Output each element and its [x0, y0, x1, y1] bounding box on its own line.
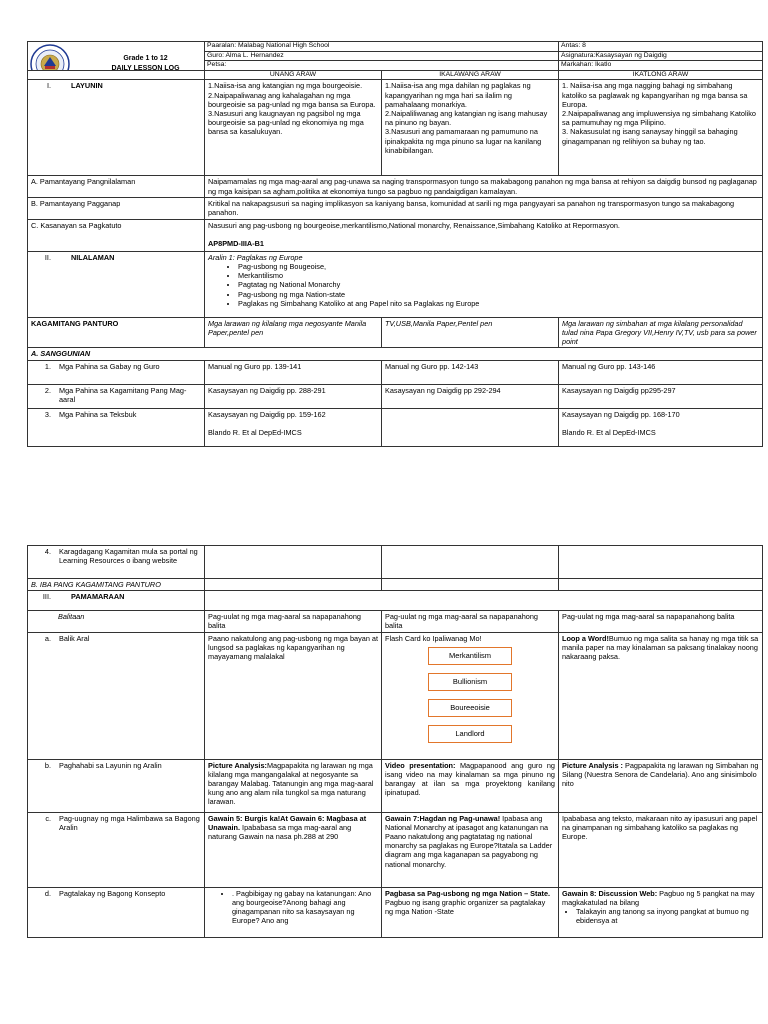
competency-code: AP8PMD-IIIA-B1	[208, 238, 264, 248]
iba-pang-day1	[205, 579, 382, 591]
sanggunian-row2-label: 2. Mga Pahina sa Kagamitang Pang Mag-aaral	[28, 384, 205, 408]
sanggunian-row3-day1: Kasaysayan ng Daigdig pp. 159-162 Blando R. Et al DepEd-IMCS	[205, 408, 382, 446]
nilalaman-label: II. NILALAMAN	[28, 251, 205, 317]
layunin-day2: 1.Naiisa-isa ang mga dahilan ng paglakas ng kapangyarihan ng mga hari sa ilalim ng pamahalaang monarkiya. 2.Naipaliliwanag ang katangian ng isang mahusay na pinuno ng bayan. 3.Nasusuri ang pamamaraan ng pamumuno na ipinakpakita ng mga pinuno sa lugar na kanilang kinabibilangan.	[382, 80, 559, 176]
balitaan-day3: Pag-uulat ng mga mag-aaral sa napapanahong balita	[559, 611, 763, 632]
grade-label: Grade 1 to 12	[123, 55, 168, 62]
balik-aral-day3: Loop a Word!Bumuo ng mga salita sa hanay ng mga titik sa manila paper na may kinalaman sa paksang tinalakay noong nakaraang paksa.	[559, 632, 763, 759]
pagtalakay-label: d. Pagtalakay ng Bagong Konsepto	[28, 887, 205, 937]
kagamitan-day2: TV,USB,Manila Paper,Pentel pen	[382, 317, 559, 348]
pagtalakay-day3: Gawain 8: Discussion Web: Pagbuo ng 5 pangkat na may magkakatulad na bilang • Talakayin ang tanong sa inyong pangkat at bumuo ng ebidensya at	[559, 887, 763, 937]
asignatura-field: Asignatura:Kasaysayan ng Daigdig	[559, 51, 763, 61]
sanggunian-row3-label: 3. Mga Pahina sa Teksbuk	[28, 408, 205, 446]
layunin-day3: 1. Naiisa-isa ang mga nagging bahagi ng simbahang katoliko sa paglawak ng kapangyarihan ng mga bansa sa Europa. 2.Naipapaliwanag ang impluwensiya ng simbahang Katoliko sa pamumuhay ng mga Pilipino. 3. Nakasusulat ng isang sanaysay hinggil sa bahaging ginagampanan ng relihiyon sa buhay ng tao.	[559, 80, 763, 176]
sanggunian-row2-day1: Kasaysayan ng Daigdig pp. 288-291	[205, 384, 382, 408]
sanggunian-row1-day2: Manual ng Guro pp. 142-143	[382, 360, 559, 384]
pamamaraan-label: III. PAMAMARAAN	[28, 591, 205, 611]
balitaan-day1: Pag-uulat ng mga mag-aaral sa napapanahong balita	[205, 611, 382, 632]
paghahabi-day3: Picture Analysis : Pagpapakita ng larawan ng Simbahan ng Silang (Nuestra Senora de Candelaria). Ano ang sinisimbolo nito	[559, 759, 763, 812]
lesson-log-table-page1	[27, 41, 763, 447]
antas-field: Antas: 8	[559, 42, 763, 52]
kasanayan-cell	[205, 219, 763, 251]
layunin-day1: 1.Naiisa-isa ang katangian ng mga bourgeoisie. 2.Naipapaliwanag ang kahalagahan ng mga bourgeoisie sa pag-unlad ng mga bansa sa Europa. 3.Nasusuri ang kaugnayan ng pagsibol ng mga bourgeoisie sa pag-unlad ng ekonomiya ng mga bansa sa kasalukuyan.	[205, 80, 382, 176]
day3-header: IKATLONG ARAW	[559, 70, 763, 80]
iba-pang-label: B. IBA PANG KAGAMITANG PANTURO	[28, 579, 205, 591]
flashcard: Bullionism	[428, 673, 512, 691]
balik-aral-label: a. Balik Aral	[28, 632, 205, 759]
pag-uugnay-label: c. Pag-uugnay ng mga Halimbawa sa Bagong Aralin	[28, 812, 205, 887]
list-item: • Talakayin ang tanong sa inyong pangkat at bumuo ng ebidensya at	[576, 907, 759, 925]
kagamitan-day1: Mga larawan ng kilalang mga negosyante Manila Paper,pentel pen	[205, 317, 382, 348]
sanggunian-row1-day3: Manual ng Guro pp. 143-146	[559, 360, 763, 384]
flashcard: Landlord	[428, 725, 512, 743]
pagtalakay-day2: Pagbasa sa Pag-usbong ng mga Nation – State. Pagbuo ng isang graphic organizer sa pagtalakay ng mga Nation -State	[382, 887, 559, 937]
flashcard: Boureeoisie	[428, 699, 512, 717]
pagganap-text: Kritikal na nakapagsusuri sa naging implikasyon sa kaniyang bansa, komunidad at sarili ng mga pangyayari sa panahon ng transpormasyon tungo sa makabagong panahon.	[205, 197, 763, 219]
day-header-spacer	[28, 70, 205, 80]
karagdagan-day1	[205, 546, 382, 579]
markahan-field: Markahan: Ikatlo	[559, 61, 763, 71]
list-item: • Paglakas ng Simbahang Katoliko at ang Papel nito sa Paglakas ng Europe	[238, 299, 759, 308]
pag-uugnay-day1: Gawain 5: Burgis ka!At Gawain 6: Magbasa at Unawain. Ipababasa sa mga mag-aaral ang naturang Gawain na nasa ph.288 at 290	[205, 812, 382, 887]
sanggunian-row2-day2: Kasaysayan ng Daigdig pp 292-294	[382, 384, 559, 408]
pangnilalaman-text: Naipamamalas ng mga mag-aaral ang pag-unawa sa naging transpormasyon tungo sa makabagong panahon ng mga bansa at rehiyon sa daigdig bunsod ng paglaganap ng mga kaisipan sa agham,politika at ekonomiya tungo sa pagbuo ng pandaigdigan kamalayan.	[205, 176, 763, 197]
karagdagan-day3	[559, 546, 763, 579]
deped-seal-icon	[30, 44, 70, 70]
dll-title: DAILY LESSON LOG	[111, 65, 180, 71]
pagganap-label: B. Pamantayang Pagganap	[28, 197, 205, 219]
list-item: • Pagtatag ng National Monarchy	[238, 280, 759, 289]
sanggunian-row2-day3: Kasaysayan ng Daigdig pp295-297	[559, 384, 763, 408]
sanggunian-row1-day1: Manual ng Guro pp. 139-141	[205, 360, 382, 384]
header-logo-cell	[28, 42, 205, 71]
guro-field: Guro: Alma L. Hernandez	[205, 51, 559, 61]
iba-pang-day3	[559, 579, 763, 591]
paghahabi-day1: Picture Analysis:Magpapakita ng larawan ng mga kilalang mga mangangalakal at negosyante sa barangay Malabag. Tatanungin ang mga mag-aaral kung ano ang alam nila tungkol sa mga naturang larawan.	[205, 759, 382, 812]
karagdagan-label: 4. Karagdagang Kagamitan mula sa portal ng Learning Resources o ibang website	[28, 546, 205, 579]
aralin-title: Aralin 1: Paglakas ng Europe	[208, 252, 303, 262]
paghahabi-label: b. Paghahabi sa Layunin ng Aralin	[28, 759, 205, 812]
kasanayan-text: Nasusuri ang pag-usbong ng bourgeoise,merkantilismo,National monarchy, Renaissance,Simbahang Katoliko at Repormasyon.	[208, 220, 620, 230]
list-item: • Pag-usbong ng Bougeoise,	[238, 262, 759, 271]
sanggunian-label: A. SANGGUNIAN	[28, 348, 763, 360]
nilalaman-list	[208, 262, 759, 308]
pag-uugnay-day3: Ipababasa ang teksto, makaraan nito ay ipasusuri ang papel na ginampanan ng simbahang katoliko sa paglakas ng Europe.	[559, 812, 763, 887]
balitaan-day2: Pag-uulat ng mga mag-aaral sa napapanahong balita	[382, 611, 559, 632]
flashcard-title: Flash Card ko Ipaliwanag Mo!	[385, 633, 482, 643]
list-item: • . Pagbibigay ng gabay na katanungan: Ano ang bourgeoise?Anong bahagi ang ginagampanan nito sa kasaysayan ng Europe? Ano ang	[232, 889, 378, 926]
pamamaraan-blank	[205, 591, 763, 611]
sanggunian-row1-label: 1. Mga Pahina sa Gabay ng Guro	[28, 360, 205, 384]
pagtalakay-day1	[205, 887, 382, 937]
day2-header: IKALAWANG ARAW	[382, 70, 559, 80]
balitaan-label: Balitaan	[28, 611, 205, 632]
iba-pang-day2	[382, 579, 559, 591]
pag-uugnay-day2: Gawain 7:Hagdan ng Pag-unawa! Ipabasa ang National Monarchy at ipasagot ang katanungan na Paano nakatulong ang pagtatatag ng national monarchy sa paglakas ng Europe?Itatala sa Ladder diagram ang mga kaganapan sa pagyabong ng national monarchy.	[382, 812, 559, 887]
lesson-log-table-page2	[27, 545, 763, 938]
petsa-field: Petsa:	[205, 61, 559, 71]
pangnilalaman-label: A. Pamantayang Pangnilalaman	[28, 176, 205, 197]
paaralan-field: Paaralan: Malabag National High School	[205, 42, 559, 52]
sanggunian-row3-day2	[382, 408, 559, 446]
paghahabi-day2: Video presentation: Magpapanood ang guro ng isang video na may kinalaman sa mga pinuno ng barangay at ilan sa mga proyektong kanilang ipinatupad.	[382, 759, 559, 812]
balik-aral-day2	[382, 632, 559, 759]
kagamitan-day3: Mga larawan ng simbahan at mga kilalang personalidad tulad nina Papa Gregory VII,Henry IV,TV, usb para sa power point	[559, 317, 763, 348]
layunin-label: I. LAYUNIN	[28, 80, 205, 176]
day1-header: UNANG ARAW	[205, 70, 382, 80]
balik-aral-day1: Paano nakatulong ang pag-usbong ng mga bayan at lungsod sa paglakas ng kapangyarihan ng mayayamang malalakal	[205, 632, 382, 759]
kagamitan-label: KAGAMITANG PANTURO	[28, 317, 205, 348]
sanggunian-row3-day3: Kasaysayan ng Daigdig pp. 168-170 Blando R. Et al DepEd-IMCS	[559, 408, 763, 446]
list-item: • Pag-usbong ng mga Nation-state	[238, 290, 759, 299]
flashcard: Merkantilism	[428, 647, 512, 665]
list-item: • Merkantilismo	[238, 271, 759, 280]
karagdagan-day2	[382, 546, 559, 579]
kasanayan-label: C. Kasanayan sa Pagkatuto	[28, 219, 205, 251]
nilalaman-cell	[205, 251, 763, 317]
